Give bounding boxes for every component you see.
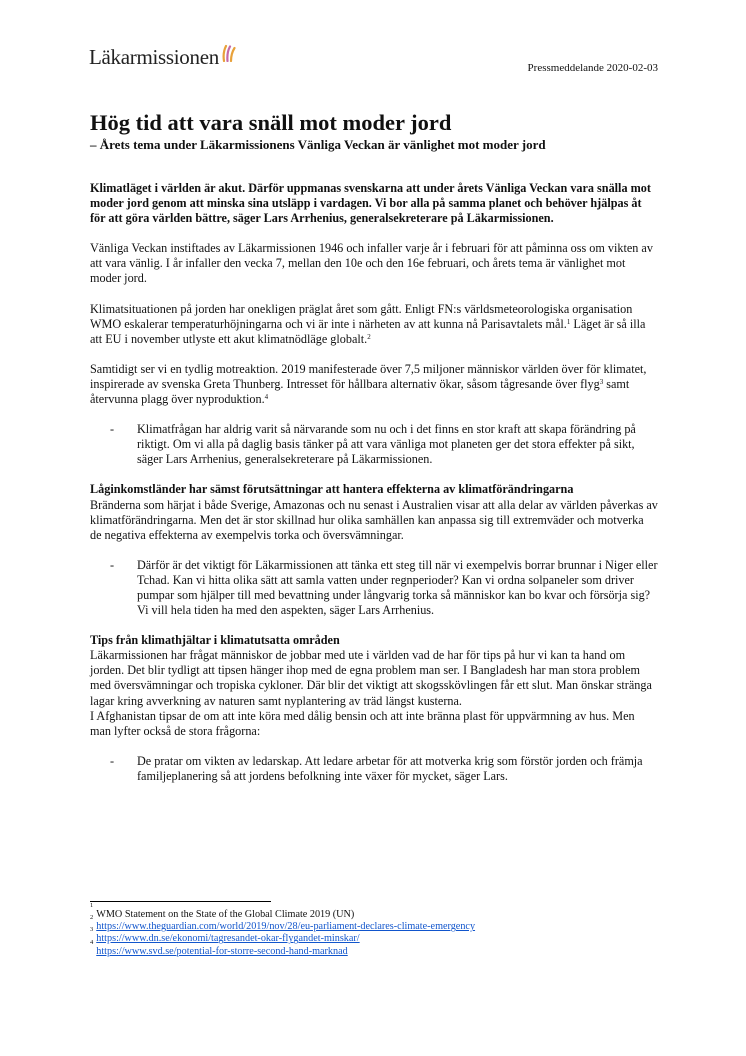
press-release-date: Pressmeddelande 2020-02-03: [527, 62, 658, 74]
article-body: [90, 110, 658, 784]
footnote-ref-2: 2: [367, 332, 371, 341]
footnote-divider: [90, 901, 271, 902]
paragraph-6: I Afghanistan tipsar de om att inte köra med dålig bensin och att inte bränna plast för uppvärmning av hus. Men man lyfter också de stora frågorna:: [90, 708, 635, 738]
paragraph-2-text-a: Klimatsituationen på jorden har onekligen präglat året som gått. Enligt FN:s världsmeteorologiska organisation WMO eskalerar temperaturhöjningarna och vi är inte i närheten av att kunna nå Parisavtalets mål.: [90, 301, 633, 331]
footnotes: [90, 902, 476, 958]
footnote-ref-1: 1: [566, 317, 571, 326]
paragraph-2-text-b: Läget är så illa att EU i november utlyste ett akut klimatnödläge globalt.: [90, 316, 646, 346]
paragraph-4: Bränderna som härjat i både Sverige, Amazonas och nu senast i Australien visar att alla delar av världen påverkas av klimatförändringarna. Men det är stor skillnad hur olika samhällen kan anpassa sig till extremväder och motverka de negativa effekterna av exempelvis torka och översvämningar.: [90, 497, 658, 542]
section-heading-1: Låginkomstländer har sämst förutsättningar att hantera effekterna av klimatförändringarna: [90, 482, 574, 497]
paragraph-1: Vänliga Veckan instiftades av Läkarmissionen 1946 och infaller varje år i februari för att påminna oss om vikten av att vara vänlig. I år infaller den vecka 7, mellan den 10e och den 16e februari, och årets tema är vänlighet mot moder jord.: [90, 241, 653, 286]
logo-text: Läkarmissionen: [89, 45, 219, 69]
quote-text-2: Därför är det viktigt för Läkarmissionen att tänka ett steg till när vi exempelvis borrar brunnar i Niger eller Tchad. Kan vi hitta olika sätt att samla vatten under regnperioder? Kan vi ordna solpaneler som driver pumpar som hjälper till med bevattning under långvarig torka så människor kan bo kvar och försörja sig? Vi vill hela tiden ha med den aspekten, säger Lars Arrhenius.: [137, 557, 658, 618]
footnote-link[interactable]: https://www.theguardian.com/world/2019/nov/28/eu-parliament-declares-climate-emergency: [96, 921, 476, 933]
footnote-number: 4: [90, 938, 94, 946]
footnote-ref-4: 4: [264, 393, 269, 402]
section-heading-2: Tips från klimathjältar i klimatutsatta områden: [90, 633, 340, 648]
hands-icon: [221, 44, 237, 67]
footnote-ref-3: 3: [599, 377, 604, 386]
logo: [89, 44, 237, 70]
paragraph-2: [90, 302, 658, 347]
footnote-number: 2: [90, 914, 94, 922]
footnote-text: WMO Statement on the State of the Global Climate 2019 (UN): [96, 909, 355, 920]
quote-bullet-3: [90, 754, 658, 784]
bullet-dash: -: [110, 753, 115, 768]
footnote-link[interactable]: https://www.svd.se/potential-for-storre-second-hand-marknad: [96, 945, 348, 957]
lead-paragraph: Klimatläget i världen är akut. Därför uppmanas svenskarna att under årets Vänliga Veckan vara snälla mot moder jord genom att minska sina utsläpp i vardagen. Vi bor alla på samma planet och behöver hjälpas åt för att göra världen bättre, säger Lars Arrhenius, generalsekreterare på Läkarmissionen.: [90, 181, 651, 226]
quote-bullet-1: [90, 422, 658, 467]
footnote-1: [90, 902, 475, 921]
bullet-dash: -: [110, 422, 115, 437]
bullet-dash: -: [110, 557, 115, 572]
quote-text-3: De pratar om vikten av ledarskap. Att ledare arbetar för att motverka krig som förstör jorden och främja familjeplanering så att jordens befolkning inte växer för mycket, säger Lars.: [137, 753, 643, 783]
footnote-number: 1: [90, 902, 94, 909]
paragraph-3-text-a: Samtidigt ser vi en tydlig motreaktion. 2019 manifesterade över 7,5 miljoner människor världen över för klimatet, inspirerade av svenska Greta Thunberg. Intresset för hållbara alternativ ökar, såsom tågresande över flyg: [90, 361, 647, 391]
article-title: Hög tid att vara snäll mot moder jord: [90, 110, 452, 135]
quote-bullet-2: [90, 558, 658, 618]
quote-text-1: Klimatfrågan har aldrig varit så närvarande som nu och i det finns en stor kraft att skapa förändring på riktigt. Om vi alla på daglig basis tänker på att vara vänliga mot planeten ger det stora effekter på sikt, säger Lars Arrhenius, generalsekreterare på Läkarmissionen.: [137, 422, 636, 467]
article-subtitle: – Årets tema under Läkarmissionens Vänliga Veckan är vänlighet mot moder jord: [90, 137, 546, 152]
paragraph-5: Läkarmissionen har frågat människor de jobbar med ute i världen vad de har för tips på hur vi kan ta hand om jorden. Det blir tydligt att tipsen hänger ihop med de egna problem man ser. I Bangladesh har man stora problem med översvämningar och tropiska cykloner. Där blir det viktigt att skogsskövlingen får ett slut. Man önskar stränga lagar kring avverkning av naturen samt nyplantering av träd längst kusterna.: [90, 648, 652, 708]
footnote-number: 3: [90, 926, 94, 934]
paragraph-3: [90, 362, 658, 407]
paragraph-3-text-b: samt återvunna plagg över nyproduktion.: [90, 376, 630, 407]
footnote-link[interactable]: https://www.dn.se/ekonomi/tagresandet-okar-flygandet-minskar/: [96, 933, 360, 945]
